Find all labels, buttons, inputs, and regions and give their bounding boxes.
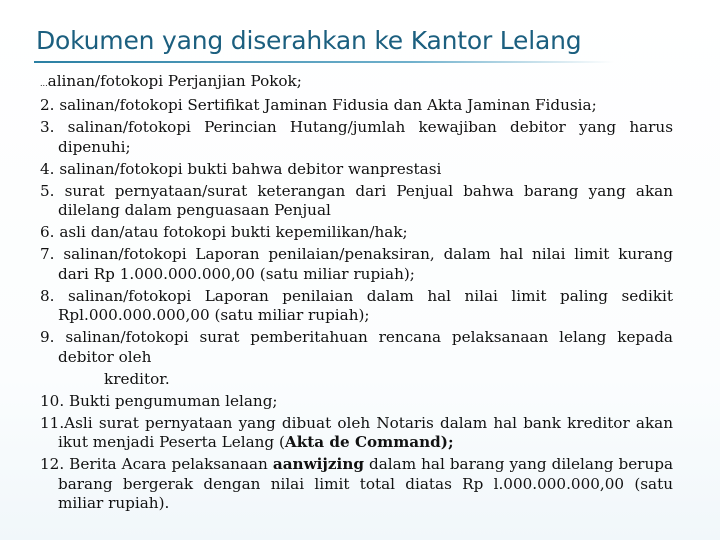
list-item-8 xyxy=(40,287,673,326)
list-item-4-text: 4. salinan/fotokopi bukti bahwa debitor wanprestasi xyxy=(40,159,442,178)
list-item-11 xyxy=(40,414,673,453)
list-item-10 xyxy=(40,392,673,412)
list-item-12-text-after: dalam hal barang yang dilelang berupa barang bergerak dengan nilai limit total diatas Rp l.000.000.000,00 (satu miliar rupiah). xyxy=(58,455,673,512)
list-item-5 xyxy=(40,182,673,221)
list-item-8-text: 8. salinan/fotokopi Laporan penilaian dalam hal nilai limit paling sedikit Rpl.000.000.000,00 (satu miliar rupiah); xyxy=(40,286,673,324)
list-item-9-continuation: kreditor. xyxy=(104,369,170,388)
document-list xyxy=(40,72,673,516)
list-item-2 xyxy=(40,96,673,116)
list-item-10-text: 10. Bukti pengumuman lelang; xyxy=(40,391,278,410)
list-item-2-text: 2. salinan/fotokopi Sertifikat Jaminan Fidusia dan Akta Jaminan Fidusia; xyxy=(40,96,597,114)
truncation-marker: ... xyxy=(40,79,48,88)
list-item-12 xyxy=(40,455,673,514)
title-underline xyxy=(34,61,614,63)
list-item-7-text: 7. salinan/fotokopi Laporan penilaian/penaksiran, dalam hal nilai limit kurang dari Rp 1.000.000.000,00 (satu miliar rupiah); xyxy=(40,245,673,283)
list-item-9-text: 9. salinan/fotokopi surat pemberitahuan rencana pelaksanaan lelang kepada debitor oleh xyxy=(40,328,673,366)
list-item-4 xyxy=(40,160,673,180)
list-item-9 xyxy=(40,328,673,367)
list-item-3 xyxy=(40,118,673,157)
list-item-6-text: 6. asli dan/atau fotokopi bukti kepemilikan/hak; xyxy=(40,223,408,241)
list-item-6 xyxy=(40,223,673,243)
list-item-5-text: 5. surat pernyataan/surat keterangan dari Penjual bahwa barang yang akan dilelang dalam penguasaan Penjual xyxy=(40,181,673,219)
list-item-11-text: 11.Asli surat pernyataan yang dibuat oleh Notaris dalam hal bank kreditor akan ikut menjadi Peserta Lelang ( xyxy=(40,413,673,451)
list-item-3-text: 3. salinan/fotokopi Perincian Hutang/jumlah kewajiban debitor yang harus dipenuhi; xyxy=(40,118,673,156)
list-item-12-text: 12. Berita Acara pelaksanaan xyxy=(40,455,273,473)
list-item-11-bold: Akta de Command); xyxy=(284,433,454,451)
list-item-1-text: alinan/fotokopi Perjanjian Pokok; xyxy=(47,72,302,90)
list-item-1 xyxy=(40,72,673,94)
slide-title: Dokumen yang diserahkan ke Kantor Lelang xyxy=(36,26,582,55)
list-item-7 xyxy=(40,245,673,284)
list-item-12-bold: aanwijzing xyxy=(272,455,364,473)
